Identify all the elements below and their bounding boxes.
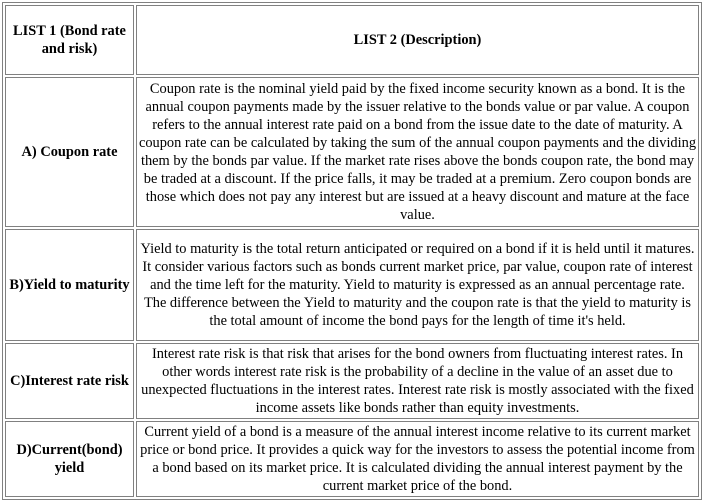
list2-header: LIST 2 (Description) xyxy=(136,5,699,75)
table-body xyxy=(5,77,699,497)
description-current-yield: Current yield of a bond is a measure of the annual interest income relative to its current market price or bond price. It provides a quick way for the investors to assess the potential income from a bond based on its market price. It is calculated dividing the annual interest payment by the current market price of the bond. xyxy=(136,421,699,497)
table-row xyxy=(5,77,699,227)
table-row xyxy=(5,421,699,497)
term-current-yield: D)Current(bond) yield xyxy=(5,421,134,497)
list1-header: LIST 1 (Bond rate and risk) xyxy=(5,5,134,75)
table-row xyxy=(5,343,699,419)
description-interest-rate-risk: Interest rate risk is that risk that arises for the bond owners from fluctuating interest rates. In other words interest rate risk is the probability of a decline in the value of an asset due to unexpected fluctuations in the interest rates. Interest rate risk is mostly associated with the fixed income assets like bonds rather than equity investments. xyxy=(136,343,699,419)
description-coupon-rate: Coupon rate is the nominal yield paid by the fixed income security known as a bond. It is the annual coupon payments made by the issuer relative to the bonds value or par value. A coupon refers to the annual interest rate paid on a bond from the issue date to the date of maturity. A coupon rate can be calculated by taking the sum of the annual coupon payments and the dividing them by the bonds par value. If the market rate rises above the bonds coupon rate, the bond may be traded at a discount. If the price falls, it may be traded at a premium. Zero coupon bonds are those which does not pay any interest but are issued at a heavy discount and mature at the face value. xyxy=(136,77,699,227)
table-row xyxy=(5,229,699,341)
term-interest-rate-risk: C)Interest rate risk xyxy=(5,343,134,419)
term-yield-to-maturity: B)Yield to maturity xyxy=(5,229,134,341)
table-header xyxy=(5,5,699,75)
term-coupon-rate: A) Coupon rate xyxy=(5,77,134,227)
header-row xyxy=(5,5,699,75)
description-yield-to-maturity: Yield to maturity is the total return anticipated or required on a bond if it is held until it matures. It consider various factors such as bonds current market price, par value, coupon rate of interest and the time left for the maturity. Yield to maturity is expressed as an annual percentage rate. The difference between the Yield to maturity and the coupon rate is that the yield to maturity is the total amount of income the bond pays for the length of time it's held. xyxy=(136,229,699,341)
bond-match-table xyxy=(2,2,702,500)
